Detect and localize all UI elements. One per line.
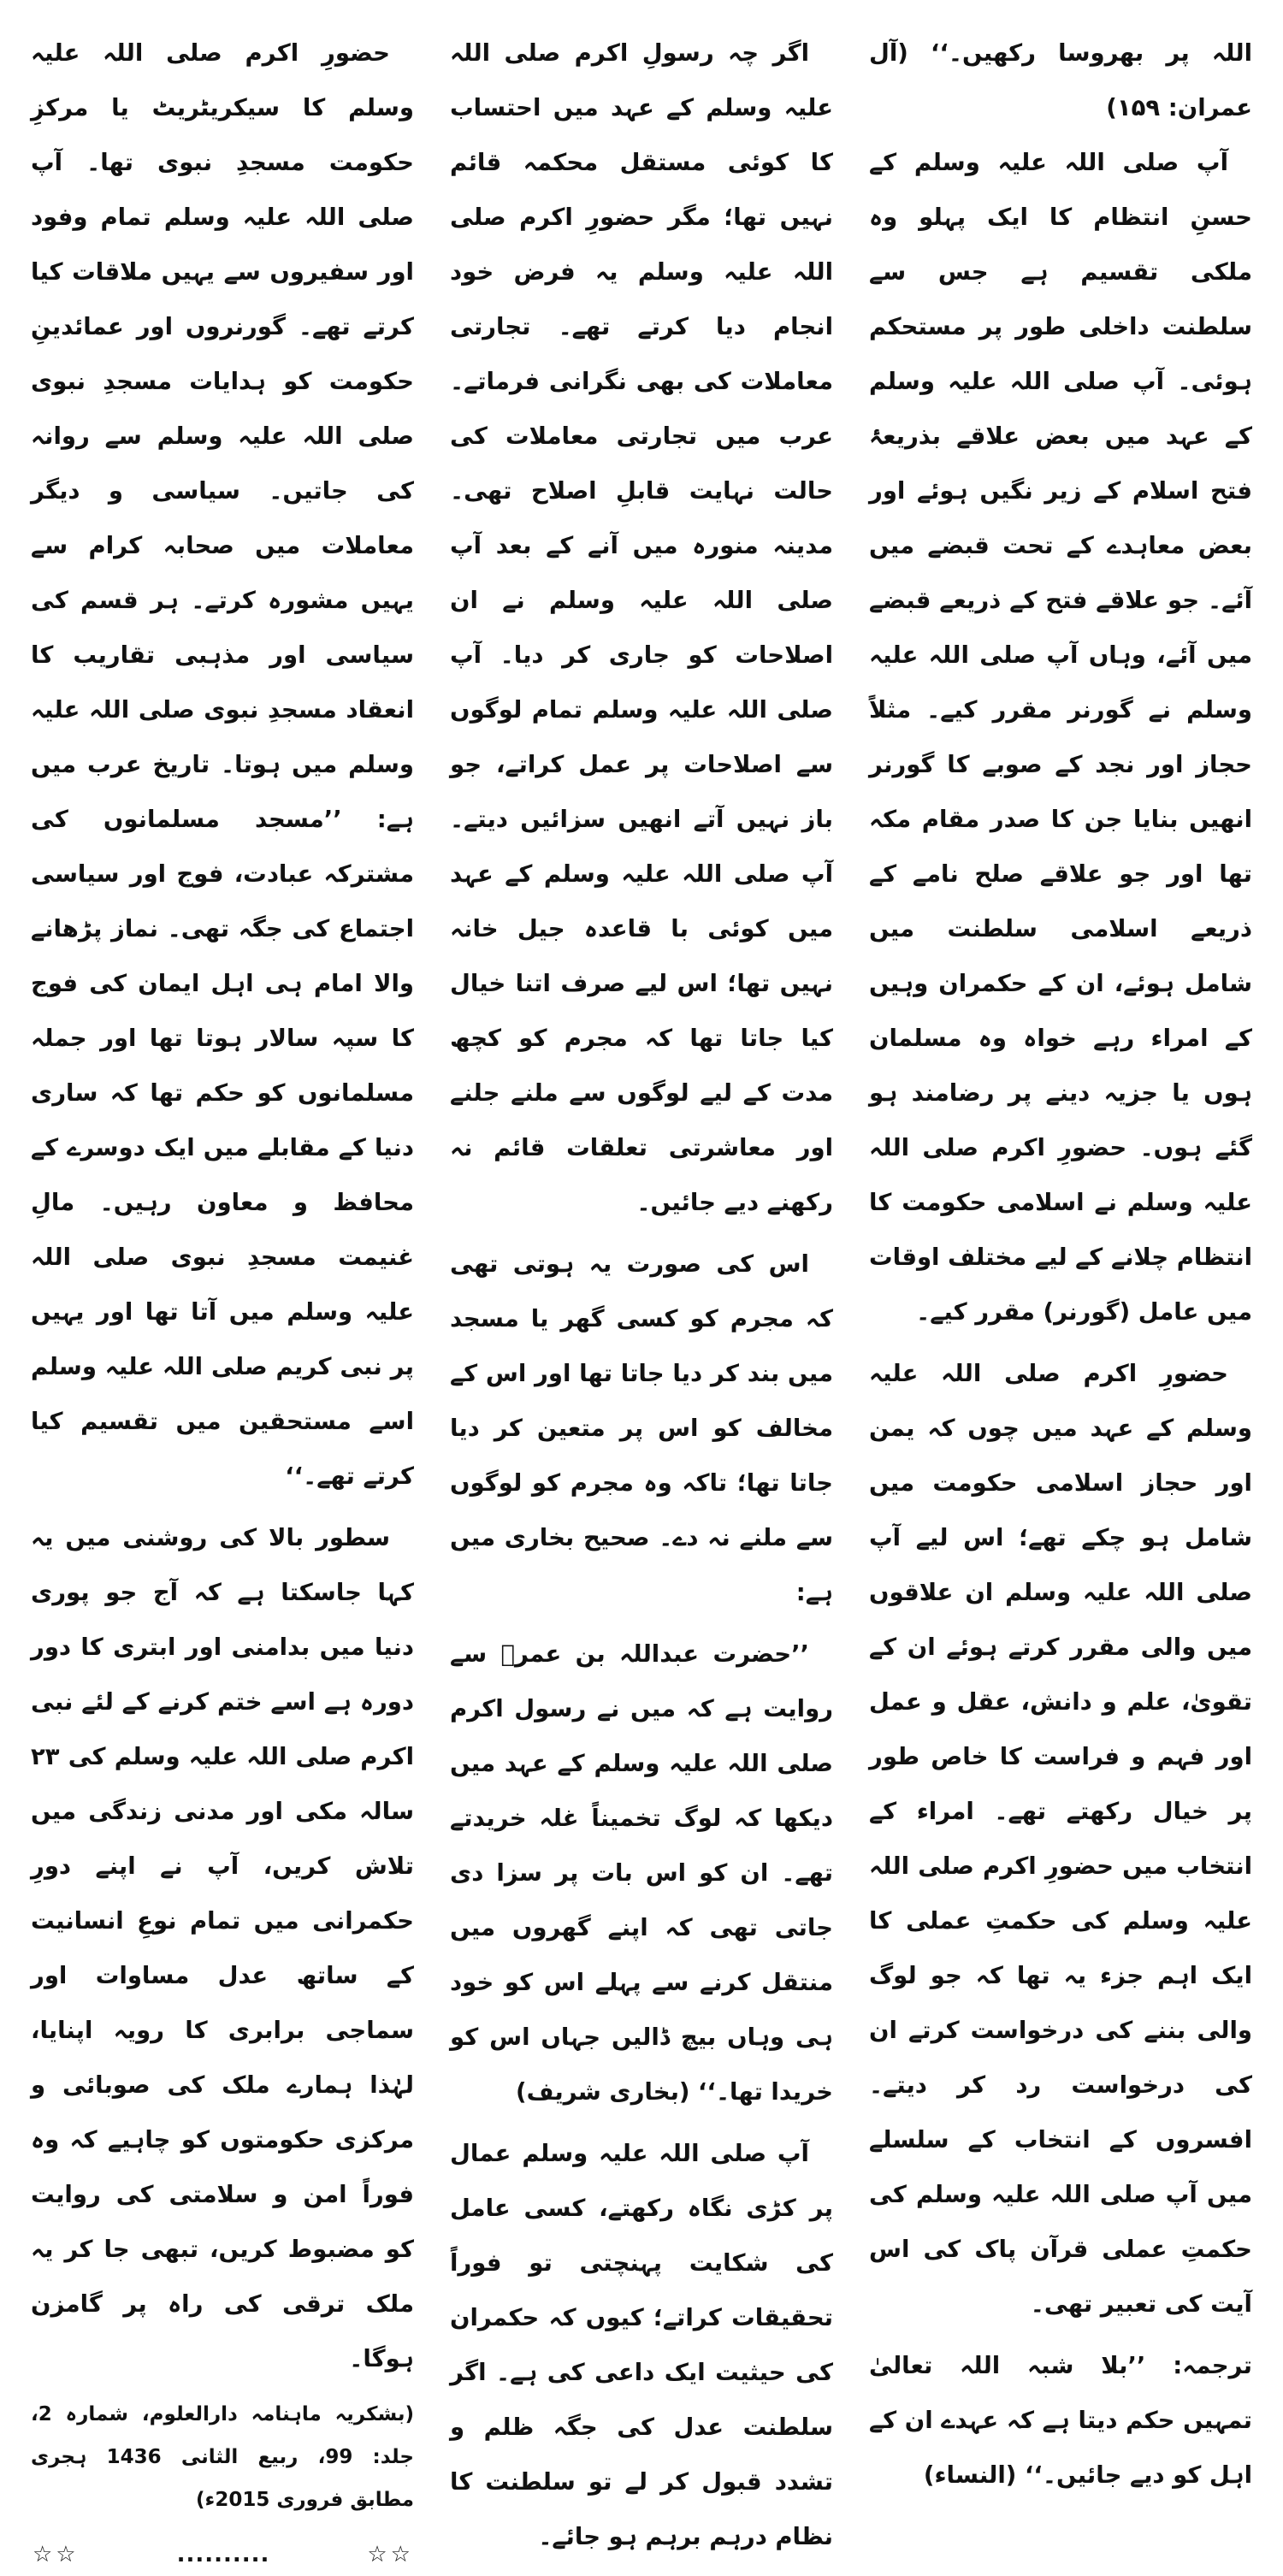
- end-ornament: [31, 2533, 414, 2576]
- article-columns: [31, 26, 1252, 2567]
- source-credit: (بشکریہ ماہنامہ دارالعلوم، شمارہ 2، جلد: 99، ربیع الثانی 1436 ہجری مطابق فروری 2015ء): [31, 2403, 414, 2511]
- paragraph: اللہ پر بھروسا رکھیں۔‘‘ (آل عمران: ۱۵۹): [869, 39, 1252, 121]
- star-ornament-right: ☆☆: [367, 2542, 414, 2567]
- column-middle: [450, 26, 833, 2550]
- paragraph: حضورِ اکرم صلی اللہ علیہ وسلم کا سیکریٹریٹ یا مرکزِ حکومت مسجدِ نبوی تھا۔ آپ صلی اللہ علیہ وسلم تمام وفود اور سفیروں سے یہیں ملاقات کیا کرتے تھے۔ گورنروں اور عمائدینِ حکومت کو ہدایات مسجدِ نبوی صلی اللہ علیہ وسلم سے روانہ کی جاتیں۔ سیاسی و دیگر معاملات میں صحابہ کرام سے یہیں مشورہ کرتے۔ ہر قسم کی سیاسی اور مذہبی تقاریب کا انعقاد مسجدِ نبوی صلی اللہ علیہ وسلم میں ہوتا۔ تاریخ عرب میں ہے: ’’مسجد مسلمانوں کی مشترکہ عبادت، فوج اور سیاسی اجتماع کی جگہ تھی۔ نماز پڑھانے والا امام ہی اہل ایمان کی فوج کا سپہ سالار ہوتا تھا اور جملہ مسلمانوں کو حکم تھا کہ ساری دنیا کے مقابلے میں ایک دوسرے کے محافظ و معاون رہیں۔ مالِ غنیمت مسجدِ نبوی صلی اللہ علیہ وسلم میں آتا تھا اور یہیں پر نبی کریم صلی اللہ علیہ وسلم اسے مستحقین میں تقسیم کیا کرتے تھے۔‘‘: [31, 39, 414, 1490]
- column-left: [31, 26, 414, 2567]
- paragraph: آپ صلی اللہ علیہ وسلم کے حسنِ انتظام کا ایک پہلو وہ ملکی تقسیم ہے جس سے سلطنت داخلی طور پر مستحکم ہوئی۔ آپ صلی اللہ علیہ وسلم کے عہد میں بعض علاقے بذریعۂ فتح اسلام کے زیر نگیں ہوئے اور بعض معاہدے کے تحت قبضے میں آئے۔ جو علاقے فتح کے ذریعے قبضے میں آئے، وہاں آپ صلی اللہ علیہ وسلم نے گورنر مقرر کیے۔ مثلاً حجاز اور نجد کے صوبے کا گورنر انھیں بنایا جن کا صدر مقام مکہ تھا اور جو علاقے صلح نامے کے ذریعے اسلامی سلطنت میں شامل ہوئے، ان کے حکمران وہیں کے امراء رہے خواہ وہ مسلمان ہوں یا جزیہ دینے پر رضامند ہو گئے ہوں۔ حضورِ اکرم صلی اللہ علیہ وسلم نے اسلامی حکومت کا انتظام چلانے کے لیے مختلف اوقات میں عامل (گورنر) مقرر کیے۔: [869, 149, 1252, 1326]
- paragraph: اس کی صورت یہ ہوتی تھی کہ مجرم کو کسی گھر یا مسجد میں بند کر دیا جاتا تھا اور اس کے مخالف کو اس پر متعین کر دیا جاتا تھا؛ تاکہ وہ مجرم کو لوگوں سے ملنے نہ دے۔ صحیح بخاری میں ہے:: [450, 1250, 833, 1606]
- star-ornament-left: ☆☆: [33, 2542, 80, 2567]
- paragraph: سطور بالا کی روشنی میں یہ کہا جاسکتا ہے کہ آج جو پوری دنیا میں بدامنی اور ابتری کا دور دورہ ہے اسے ختم کرنے کے لئے نبی اکرم صلی اللہ علیہ وسلم کی ۲۳ سالہ مکی اور مدنی زندگی میں تلاش کریں، آپ نے اپنے دورِ حکمرانی میں تمام نوعِ انسانیت کے ساتھ عدل مساوات اور سماجی برابری کا رویہ اپنایا، لہٰذا ہمارے ملک کی صوبائی و مرکزی حکومتوں کو چاہیے کہ وہ فوراً امن و سلامتی کی روایت کو مضبوط کریں، تبھی جا کر یہ ملک ترقی کی راہ پر گامزن ہوگا۔: [31, 1524, 414, 2372]
- paragraph: حضورِ اکرم صلی اللہ علیہ وسلم کے عہد میں چوں کہ یمن اور حجاز اسلامی حکومت میں شامل ہو چکے تھے؛ اس لیے آپ صلی اللہ علیہ وسلم ان علاقوں میں والی مقرر کرتے ہوئے ان کے تقویٰ، علم و دانش، عقل و عمل اور فہم و فراست کا خاص طور پر خیال رکھتے تھے۔ امراء کے انتخاب میں حضورِ اکرم صلی اللہ علیہ وسلم کی حکمتِ عملی کا ایک اہم جزء یہ تھا کہ جو لوگ والی بننے کی درخواست کرتے ان کی درخواست رد کر دیتے۔ افسروں کے انتخاب کے سلسلے میں آپ صلی اللہ علیہ وسلم کی حکمتِ عملی قرآن پاک کی اس آیت کی تعبیر تھی۔: [869, 1360, 1252, 2318]
- quran-translation: ترجمہ: ’’بلا شبہ اللہ تعالیٰ تمہیں حکم دیتا ہے کہ عہدے ان کے اہل کو دیے جائیں۔‘‘ (النساء): [869, 2352, 1252, 2489]
- column-right: [869, 26, 1252, 2489]
- paragraph: اگر چہ رسولِ اکرم صلی اللہ علیہ وسلم کے عہد میں احتساب کا کوئی مستقل محکمہ قائم نہیں تھا؛ مگر حضورِ اکرم صلی اللہ علیہ وسلم یہ فرض خود انجام دیا کرتے تھے۔ تجارتی معاملات کی بھی نگرانی فرماتے۔ عرب میں تجارتی معاملات کی حالت نہایت قابلِ اصلاح تھی۔ مدینہ منورہ میں آنے کے بعد آپ صلی اللہ علیہ وسلم نے ان اصلاحات کو جاری کر دیا۔ آپ صلی اللہ علیہ وسلم تمام لوگوں سے اصلاحات پر عمل کراتے، جو باز نہیں آتے انھیں سزائیں دیتے۔ آپ صلی اللہ علیہ وسلم کے عہد میں کوئی با قاعدہ جیل خانہ نہیں تھا؛ اس لیے صرف اتنا خیال کیا جاتا تھا کہ مجرم کو کچھ مدت کے لیے لوگوں سے ملنے جلنے اور معاشرتی تعلقات قائم نہ رکھنے دیے جائیں۔: [450, 39, 833, 1216]
- hadith-quote: ’’حضرت عبداللہ بن عمرؓ سے روایت ہے کہ میں نے رسول اکرم صلی اللہ علیہ وسلم کے عہد میں دیکھا کہ لوگ تخمیناً غلہ خریدتے تھے۔ ان کو اس بات پر سزا دی جاتی تھی کہ اپنے گھروں میں منتقل کرنے سے پہلے اس کو خود ہی وہاں بیچ ڈالیں جہاں اس کو خریدا تھا۔‘‘ (بخاری شریف): [450, 1640, 833, 2106]
- dotted-separator: ..........: [176, 2542, 270, 2567]
- paragraph: آپ صلی اللہ علیہ وسلم عمال پر کڑی نگاہ رکھتے، کسی عامل کی شکایت پہنچتی تو فوراً تحقیقات کراتے؛ کیوں کہ حکمران کی حیثیت ایک داعی کی ہے۔ اگر سلطنت عدل کی جگہ ظلم و تشدد قبول کر لے تو سلطنت کا نظام درہم برہم ہو جائے۔: [450, 2140, 833, 2550]
